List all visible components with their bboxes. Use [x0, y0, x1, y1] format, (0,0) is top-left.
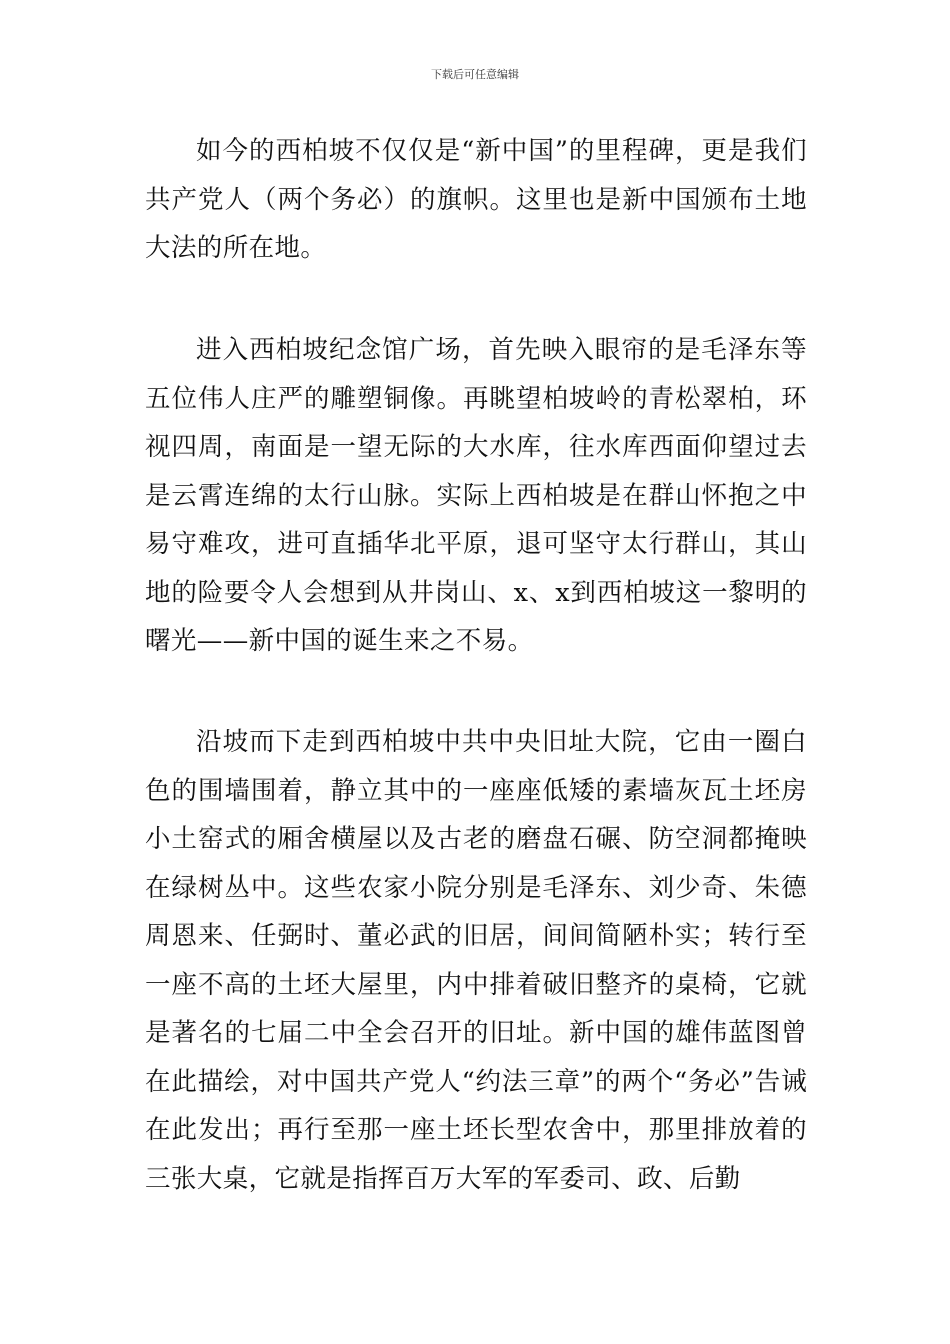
paragraph-1: 如今的西柏坡不仅仅是“新中国”的里程碑，更是我们共产党人（两个务必）的旗帜。这里也是新中国颁布土地大法的所在地。 [145, 136, 807, 263]
page-header: 下载后可任意编辑 [431, 68, 519, 81]
paragraph-2: 进入西柏坡纪念馆广场，首先映入眼帘的是毛泽东等五位伟人庄严的雕塑铜像。再眺望柏坡岭的青松翠柏，环视四周，南面是一望无际的大水库，往水库西面仰望过去是云霄连绵的太行山脉。实际上西柏坡是在群山怀抱之中易守难攻，进可直插华北平原，退可坚守太行群山，其山地的险要令人会想到从井岗山、x、x到西柏坡这一黎明的曙光——新中国的诞生来之不易。 [145, 335, 807, 656]
paragraph-3: 沿坡而下走到西柏坡中共中央旧址大院，它由一圈白色的围墙围着，静立其中的一座座低矮的素墙灰瓦土坯房小土窑式的厢舍横屋以及古老的磨盘石碾、防空洞都掩映在绿树丛中。这些农家小院分别是毛泽东、刘少奇、朱德周恩来、任弼时、董必武的旧居，间间简陋朴实；转行至一座不高的土坯大屋里，内中排着破旧整齐的桌椅，它就是著名的七届二中全会召开的旧址。新中国的雄伟蓝图曾在此描绘，对中国共产党人“约法三章”的两个“务必”告诫在此发出；再行至那一座土坯长型农舍中，那里排放着的三张大桌，它就是指挥百万大军的军委司、政、后勤 [145, 727, 807, 1194]
